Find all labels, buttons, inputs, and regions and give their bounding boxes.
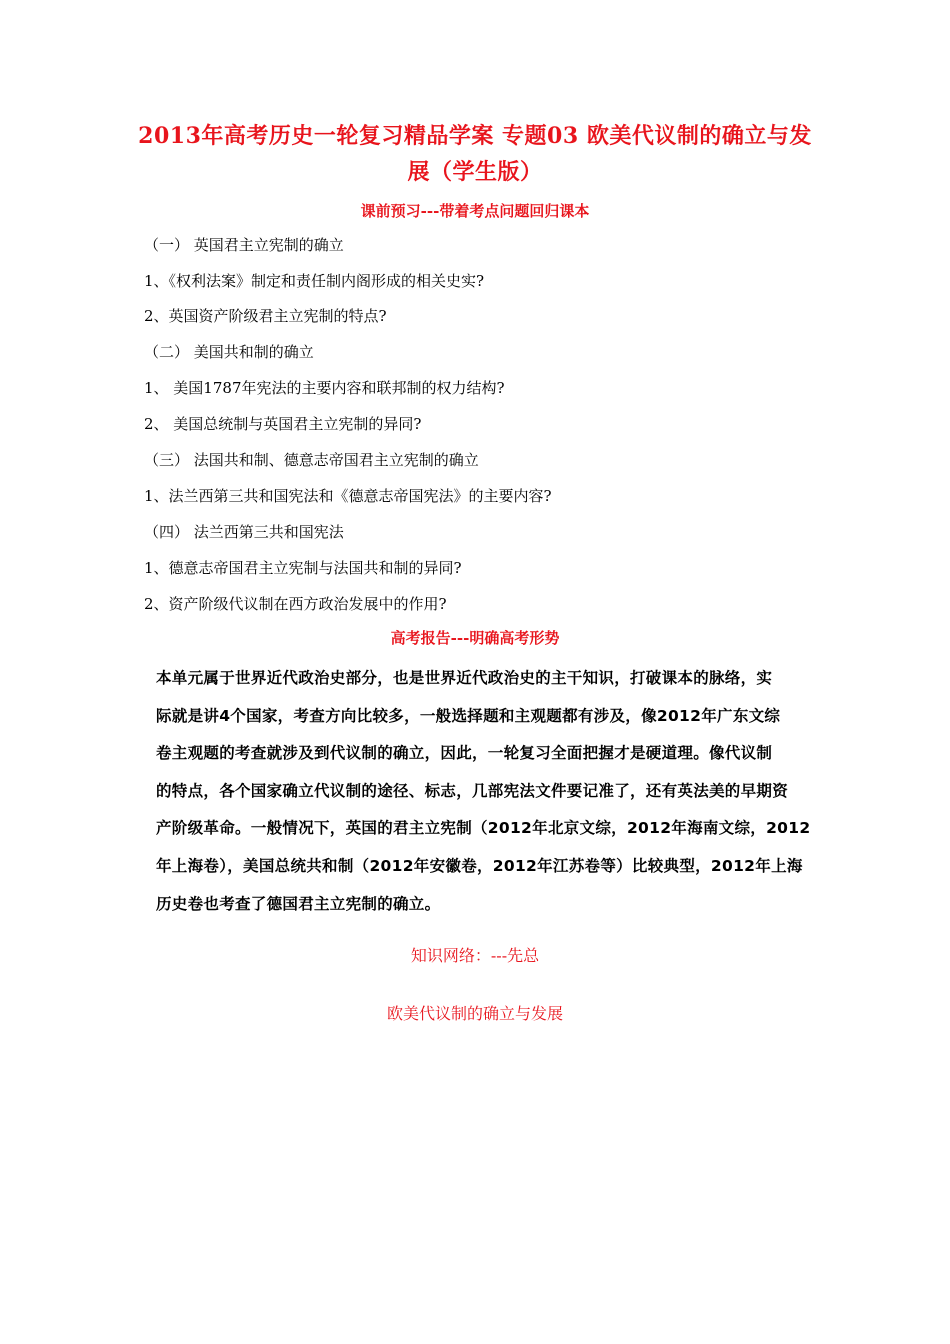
question-item: 1、《权利法案》制定和责任制内阁形成的相关史实? [144,272,485,290]
document-title [120,118,830,190]
section-heading: （一） 英国君主立宪制的确立 [144,236,344,254]
question-item: 2、 美国总统制与英国君主立宪制的异同? [144,415,422,433]
question-item: 2、资产阶级代议制在西方政治发展中的作用? [144,595,447,613]
report-line: 际就是讲4个国家，考查方向比较多，一般选择题和主观题都有涉及，像2012年广东文综 [156,706,781,725]
report-heading: 高考报告---明确高考形势 [390,629,560,647]
document-title-line: 2013年高考历史一轮复习精品学案 专题03 欧美代议制的确立与发 [138,123,812,149]
section-heading: （三） 法国共和制、德意志帝国君主立宪制的确立 [144,451,479,469]
question-item: 1、德意志帝国君主立宪制与法国共和制的异同? [144,559,462,577]
report-line: 卷主观题的考查就涉及到代议制的确立，因此，一轮复习全面把握才是硬道理。像代议制 [156,744,773,763]
network-heading: 知识网络：---先总 [410,946,540,965]
question-item: 2、英国资产阶级君主立宪制的特点? [144,307,387,325]
question-item: 1、 美国1787年宪法的主要内容和联邦制的权力结构? [144,379,505,397]
preview-heading: 课前预习---带着考点问题回归课本 [360,202,590,220]
section-heading: （四） 法兰西第三共和国宪法 [144,523,344,541]
report-line: 产阶级革命。一般情况下，英国的君主立宪制（2012年北京文综，2012年海南文综，2012 [156,819,811,838]
network-title: 欧美代议制的确立与发展 [386,1004,563,1023]
document-title-line: 展（学生版） [407,159,543,185]
question-item: 1、法兰西第三共和国宪法和《德意志帝国宪法》的主要内容? [144,487,552,505]
report-paragraph [156,660,824,923]
section-heading: （二） 美国共和制的确立 [144,343,314,361]
report-line: 本单元属于世界近代政治史部分，也是世界近代政治史的主干知识，打破课本的脉络，实 [156,669,773,687]
report-line: 历史卷也考查了德国君主立宪制的确立。 [156,894,441,913]
report-line: 的特点，各个国家确立代议制的途径、标志，几部宪法文件要记准了，还有英法美的早期资 [156,781,789,800]
report-line: 年上海卷），美国总统共和制（2012年安徽卷，2012年江苏卷等）比较典型，2012年上海 [156,856,803,875]
